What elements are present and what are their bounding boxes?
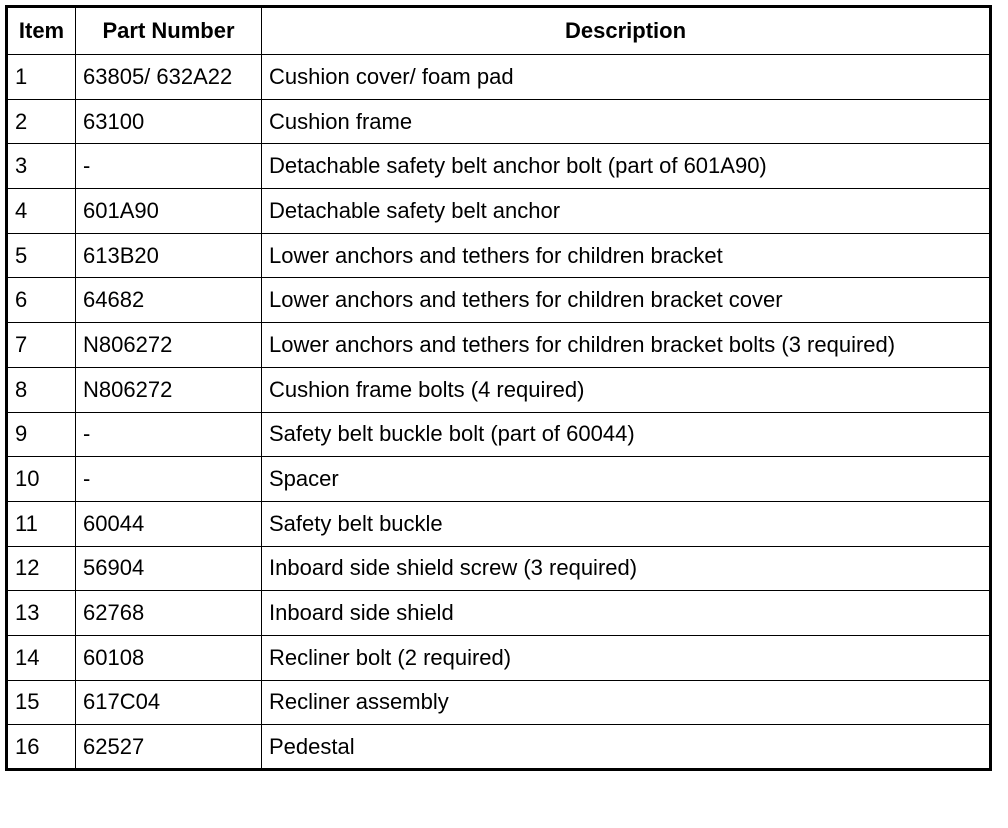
cell-description: Recliner assembly <box>262 680 991 725</box>
cell-item: 16 <box>7 725 76 770</box>
cell-description: Pedestal <box>262 725 991 770</box>
cell-description: Lower anchors and tethers for children bracket cover <box>262 278 991 323</box>
cell-part-number: N806272 <box>76 367 262 412</box>
cell-item: 10 <box>7 457 76 502</box>
table-row <box>7 501 991 546</box>
cell-part-number: - <box>76 457 262 502</box>
parts-table-body <box>7 55 991 770</box>
table-row <box>7 591 991 636</box>
cell-part-number: 62527 <box>76 725 262 770</box>
cell-description: Detachable safety belt anchor bolt (part of 601A90) <box>262 144 991 189</box>
cell-description: Inboard side shield <box>262 591 991 636</box>
cell-part-number: - <box>76 144 262 189</box>
table-row <box>7 546 991 591</box>
cell-item: 6 <box>7 278 76 323</box>
cell-item: 12 <box>7 546 76 591</box>
cell-description: Cushion cover/ foam pad <box>262 55 991 100</box>
header-part-number: Part Number <box>76 7 262 55</box>
cell-item: 11 <box>7 501 76 546</box>
cell-description: Inboard side shield screw (3 required) <box>262 546 991 591</box>
cell-description: Safety belt buckle bolt (part of 60044) <box>262 412 991 457</box>
cell-item: 7 <box>7 323 76 368</box>
table-row <box>7 55 991 100</box>
cell-item: 13 <box>7 591 76 636</box>
cell-item: 3 <box>7 144 76 189</box>
cell-description: Lower anchors and tethers for children bracket bolts (3 required) <box>262 323 991 368</box>
cell-item: 8 <box>7 367 76 412</box>
cell-part-number: 60108 <box>76 635 262 680</box>
table-row <box>7 144 991 189</box>
cell-part-number: 601A90 <box>76 189 262 234</box>
table-row <box>7 323 991 368</box>
table-row <box>7 367 991 412</box>
header-row <box>7 7 991 55</box>
header-description: Description <box>262 7 991 55</box>
cell-description: Cushion frame <box>262 99 991 144</box>
table-row <box>7 635 991 680</box>
table-row <box>7 278 991 323</box>
cell-item: 14 <box>7 635 76 680</box>
cell-part-number: 63805/ 632A22 <box>76 55 262 100</box>
cell-description: Detachable safety belt anchor <box>262 189 991 234</box>
cell-description: Cushion frame bolts (4 required) <box>262 367 991 412</box>
cell-item: 4 <box>7 189 76 234</box>
cell-part-number: 56904 <box>76 546 262 591</box>
parts-table <box>5 5 992 771</box>
table-row <box>7 189 991 234</box>
cell-item: 9 <box>7 412 76 457</box>
header-item: Item <box>7 7 76 55</box>
cell-description: Lower anchors and tethers for children bracket <box>262 233 991 278</box>
cell-part-number: 62768 <box>76 591 262 636</box>
cell-part-number: N806272 <box>76 323 262 368</box>
cell-part-number: 60044 <box>76 501 262 546</box>
cell-part-number: - <box>76 412 262 457</box>
cell-item: 1 <box>7 55 76 100</box>
table-row <box>7 725 991 770</box>
cell-part-number: 613B20 <box>76 233 262 278</box>
cell-part-number: 64682 <box>76 278 262 323</box>
table-row <box>7 412 991 457</box>
cell-description: Spacer <box>262 457 991 502</box>
cell-part-number: 617C04 <box>76 680 262 725</box>
cell-item: 2 <box>7 99 76 144</box>
table-row <box>7 680 991 725</box>
cell-description: Safety belt buckle <box>262 501 991 546</box>
table-row <box>7 233 991 278</box>
cell-description: Recliner bolt (2 required) <box>262 635 991 680</box>
cell-part-number: 63100 <box>76 99 262 144</box>
cell-item: 15 <box>7 680 76 725</box>
table-row <box>7 99 991 144</box>
table-row <box>7 457 991 502</box>
cell-item: 5 <box>7 233 76 278</box>
